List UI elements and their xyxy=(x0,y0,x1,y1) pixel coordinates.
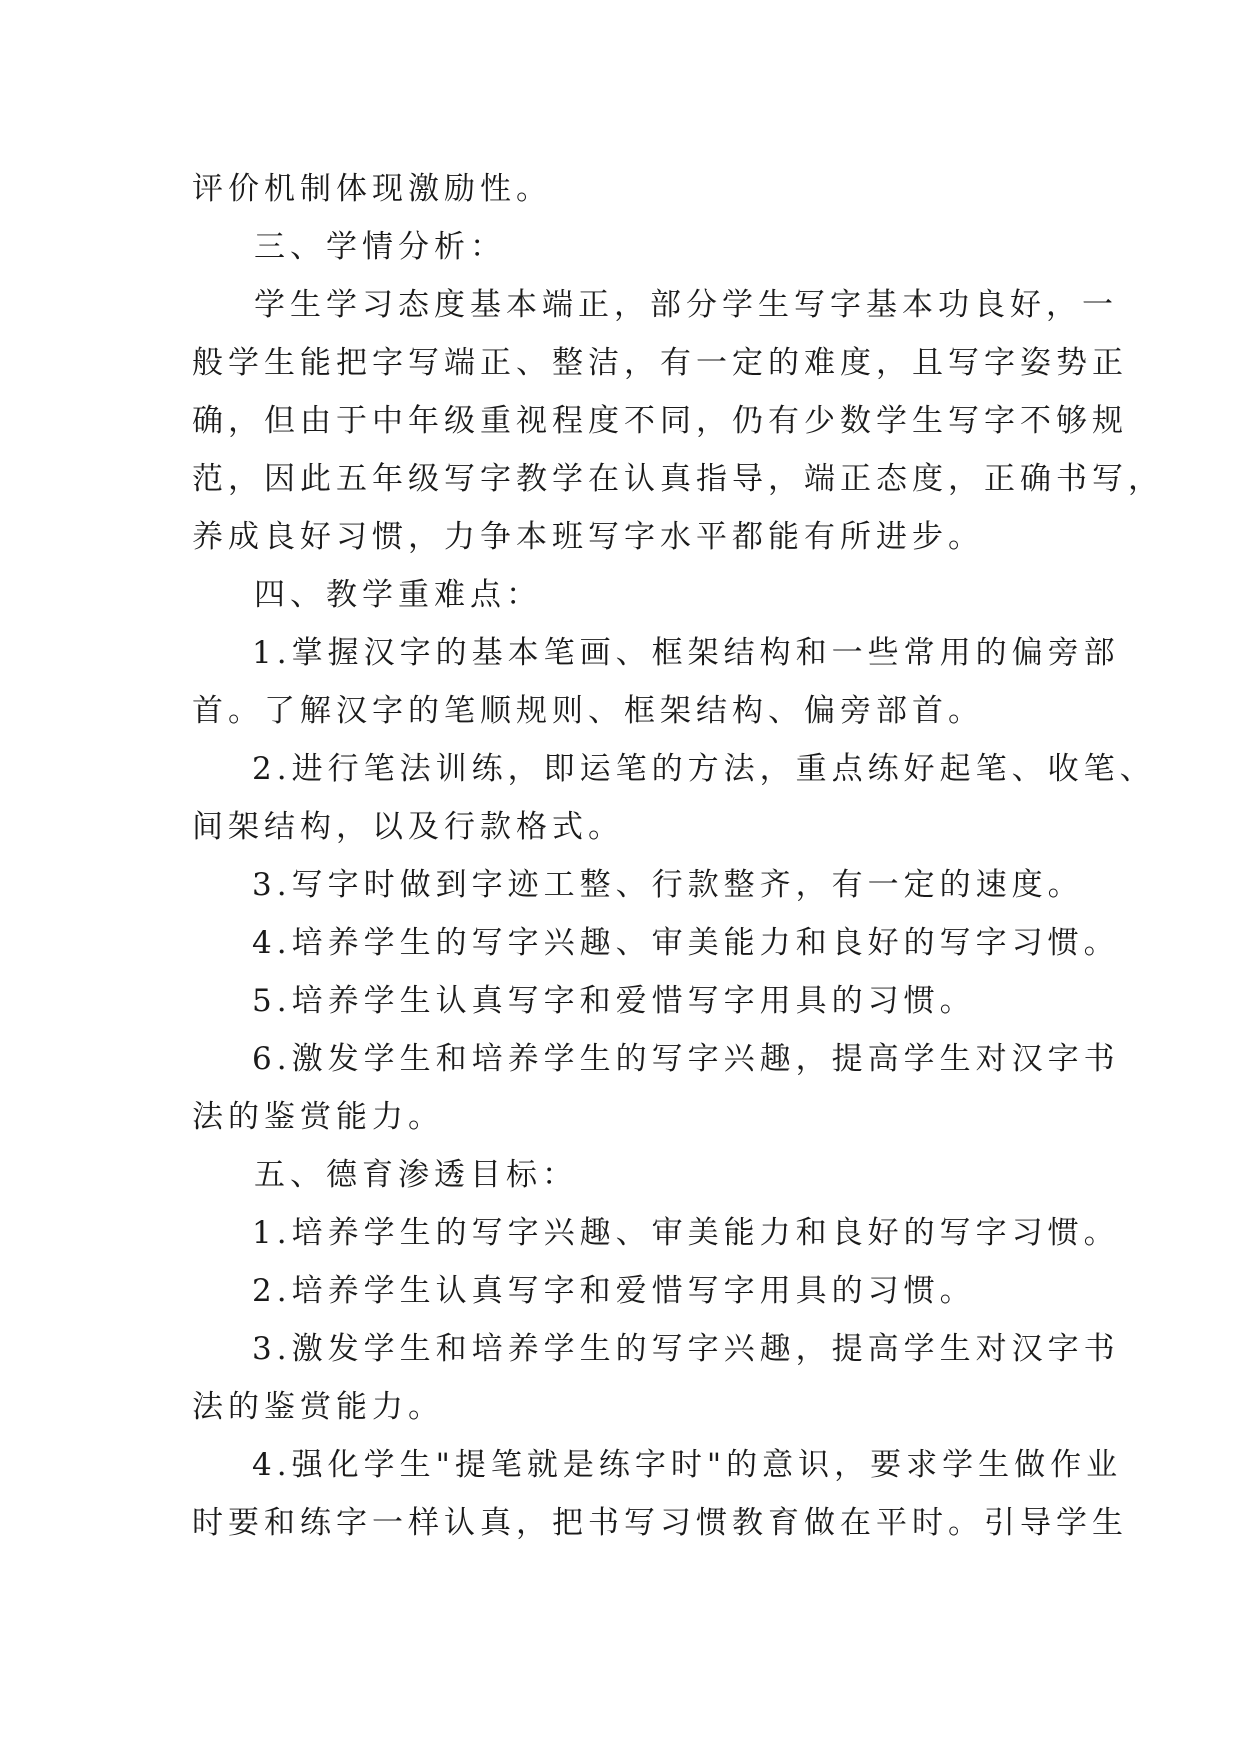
list-item: 4.培养学生的写字兴趣、审美能力和良好的写字习惯。 xyxy=(252,925,1120,961)
section-heading-5: 五、德育渗透目标： xyxy=(254,1157,578,1193)
list-item: 2.培养学生认真写字和爱惜写字用具的习惯。 xyxy=(252,1273,976,1309)
text-line: 时要和练字一样认真，把书写习惯教育做在平时。引导学生 xyxy=(192,1505,1128,1541)
text-line: 范，因此五年级写字教学在认真指导，端正态度，正确书写， xyxy=(192,461,1164,497)
list-item: 5.培养学生认真写字和爱惜写字用具的习惯。 xyxy=(252,983,976,1019)
text-line: 确，但由于中年级重视程度不同，仍有少数学生写字不够规 xyxy=(192,403,1128,439)
list-item: 2.进行笔法训练，即运笔的方法，重点练好起笔、收笔、 xyxy=(252,751,1156,787)
document-page xyxy=(192,160,1164,1552)
list-item: 1.掌握汉字的基本笔画、框架结构和一些常用的偏旁部 xyxy=(252,635,1120,671)
text-line: 评价机制体现激励性。 xyxy=(192,171,552,207)
text-line: 间架结构，以及行款格式。 xyxy=(192,809,624,845)
text-line: 养成良好习惯，力争本班写字水平都能有所进步。 xyxy=(192,519,984,555)
text-line: 法的鉴赏能力。 xyxy=(192,1389,444,1425)
list-item: 1.培养学生的写字兴趣、审美能力和良好的写字习惯。 xyxy=(252,1215,1120,1251)
list-item: 3.写字时做到字迹工整、行款整齐，有一定的速度。 xyxy=(252,867,1084,903)
text-line: 学生学习态度基本端正，部分学生写字基本功良好，一 xyxy=(254,287,1118,323)
section-heading-4: 四、教学重难点： xyxy=(254,577,542,613)
text-line: 首。了解汉字的笔顺规则、框架结构、偏旁部首。 xyxy=(192,693,984,729)
section-heading-3: 三、学情分析： xyxy=(254,229,506,265)
list-item: 4.强化学生"提笔就是练字时"的意识，要求学生做作业 xyxy=(252,1447,1123,1483)
text-line: 般学生能把字写端正、整洁，有一定的难度，且写字姿势正 xyxy=(192,345,1128,381)
list-item: 6.激发学生和培养学生的写字兴趣，提高学生对汉字书 xyxy=(252,1041,1120,1077)
list-item: 3.激发学生和培养学生的写字兴趣，提高学生对汉字书 xyxy=(252,1331,1120,1367)
text-line: 法的鉴赏能力。 xyxy=(192,1099,444,1135)
